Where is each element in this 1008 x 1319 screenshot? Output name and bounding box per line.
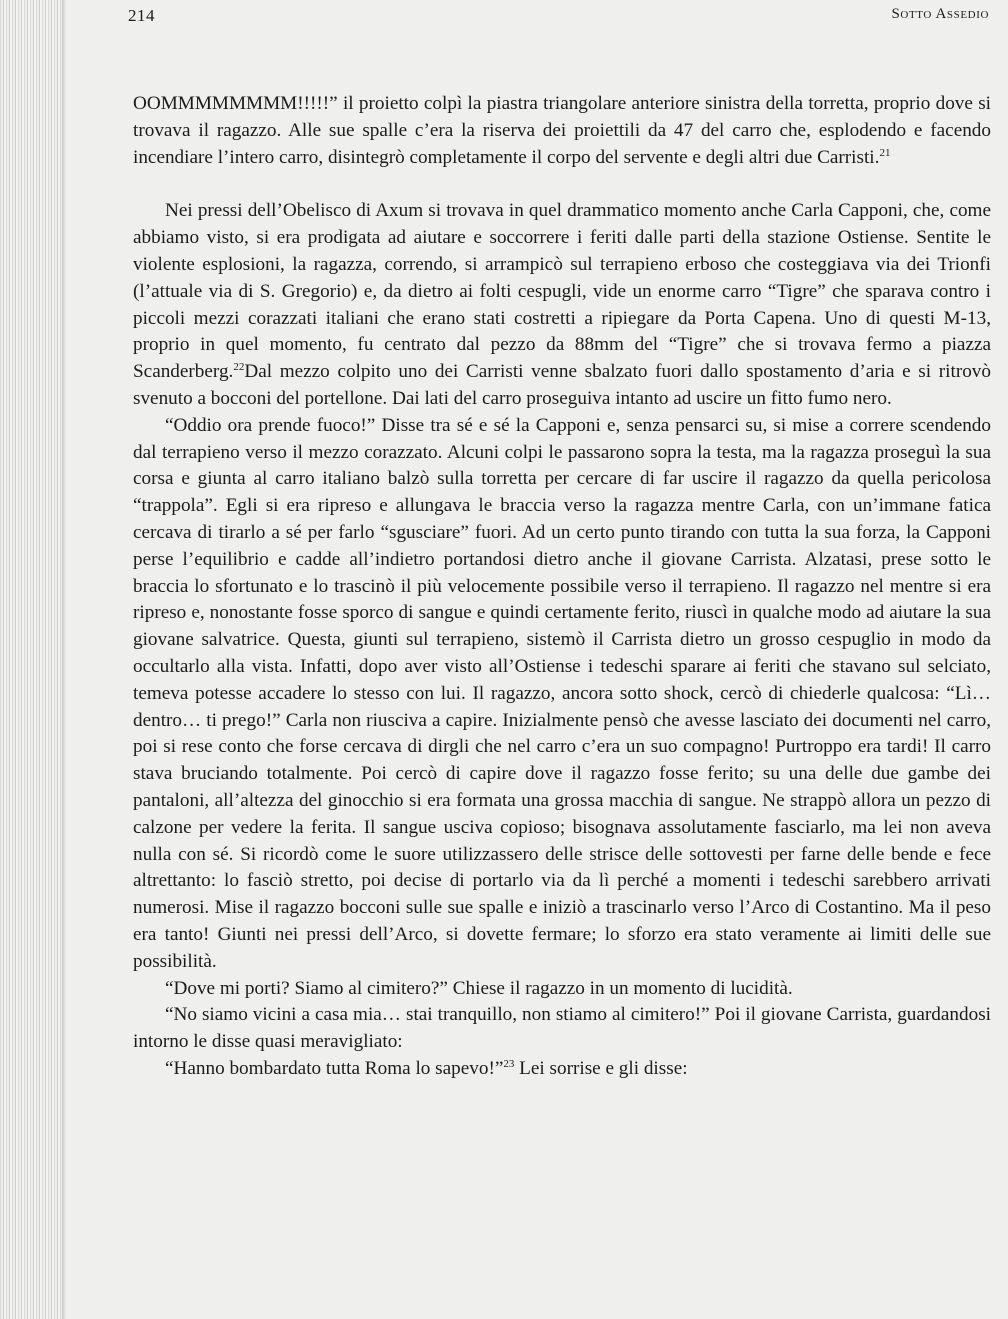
paragraph-4 <box>133 976 991 1003</box>
binding-gutter <box>0 0 62 1319</box>
body-text <box>133 91 991 1083</box>
paragraph-1 <box>133 91 991 171</box>
paragraph-2 <box>133 198 991 412</box>
paragraph-text: “No siamo vicini a casa mia… stai tranquillo, non stiamo al cimitero!” Poi il giovane Carrista, guardandosi intorno le disse quasi meravigliato: <box>133 1004 991 1053</box>
page-number: 214 <box>128 6 155 25</box>
paragraph-text: “Hanno bombardato tutta Roma lo sapevo!” <box>165 1057 504 1079</box>
footnote-ref: 23 <box>503 1057 515 1070</box>
footnote-ref: 21 <box>879 146 891 159</box>
gutter-shadow <box>62 0 66 1319</box>
paragraph-text: “Dove mi porti? Siamo al cimitero?” Chiese il ragazzo in un momento di lucidità. <box>165 977 793 999</box>
paragraph-text: Lei sorrise e gli disse: <box>514 1057 688 1079</box>
paragraph-text: Dal mezzo colpito uno dei Carristi venne sbalzato fuori dallo spostamento d’aria e si ritrovò svenuto a bocconi del portellone. Dai lati del carro proseguiva intanto ad uscire un fitto fumo nero. <box>133 361 991 409</box>
footnote-ref: 22 <box>233 361 245 374</box>
paragraph-6 <box>133 1056 991 1083</box>
paragraph-text: Nei pressi dell’Obelisco di Axum si trovava in quel drammatico momento anche Carla Capponi, che, come abbiamo visto, si era prodigata ad aiutare e soccorrere i feriti dalle parti della stazione Ostiense. Sentite le violente esplosioni, la ragazza, correndo, si arrampicò sul terrapieno erboso che costeggiava via dei Trionfi (l’attuale via di S. Gregorio) e, da dietro ai folti cespugli, vide un enorme carro “Tigre” che sparava contro i piccoli mezzi corazzati italiani che erano stati costretti a ripiegare da Porta Capena. Uno di questi M-13, proprio in quel momento, fu centrato dal pezzo da 88mm del “Tigre” che si trovava fermo a piazza Scanderberg. <box>133 200 991 383</box>
running-title: Sotto Assedio <box>891 6 989 22</box>
paragraph-text: “Oddio ora prende fuoco!” Disse tra sé e sé la Capponi e, senza pensarci su, si mise a correre scendendo dal terrapieno verso il mezzo corazzato. Alcuni colpi le passarono sopra la testa, ma la ragazza proseguì la sua corsa e giunta al carro italiano balzò sulla torretta per cercare di far uscire il ragazzo da quella pericolosa “trappola”. Egli si era ripreso e allungava le braccia verso la ragazza mentre Carla, con un’immane fatica cercava di tirarlo a sé per farlo “sgusciare” fuori. Ad un certo punto tirando con tutta la sua forza, la Capponi perse l’equilibrio e cadde all’indietro portandosi dietro anche il giovane Carrista. Alzatasi, prese sotto le braccia lo sfortunato e lo trascinò il più velocemente possibile verso il terrapieno. Il ragazzo nel mentre si era ripreso e, nonostante fosse sporco di sangue e quindi certamente ferito, riuscì in qualche modo ad aiutare la sua giovane salvatrice. Questa, giunti sul terrapieno, sistemò il Carrista dietro un grosso cespuglio in modo da occultarlo alla vista. Infatti, dopo aver visto all’Ostiense i tedeschi sparare ai feriti che stavano sul selciato, temeva potesse accadere lo stesso con lui. Il ragazzo, ancora sotto shock, cercò di chiederle qualcosa: “Lì… dentro… ti prego!” Carla non riusciva a capire. Inizialmente pensò che avesse lasciato dei documenti nel carro, poi si rese conto che forse cercava di dirgli che nel carro c’era un suo compagno! Purtroppo era tardi! Il carro stava bruciando totalmente. Poi cercò di capire dove il ragazzo fosse ferito; su una delle due gambe dei pantaloni, all’altezza del ginocchio si era formata una grossa macchia di sangue. Ne strappò allora un pezzo di calzone per vedere la ferita. Il sangue usciva copioso; bisognava assolutamente fasciarlo, ma lei non aveva nulla con sé. Si ricordò come le suore utilizzassero delle strisce delle sottovesti per farne delle bende e fece altrettanto: lo fasciò stretto, poi decise di portarlo via da lì perché a momenti i tedeschi sarebbero arrivati numerosi. Mise il ragazzo bocconi sulle sue spalle e iniziò a trascinarlo verso l’Arco di Costantino. Ma il peso era tanto! Giunti nei pressi dell’Arco, si dovette fermare; lo sforzo era stato veramente ai limiti delle sue possibilità. <box>133 414 991 972</box>
paragraph-3 <box>133 413 991 976</box>
paragraph-text: OOMMMMMMMM!!!!!” il proietto colpì la piastra triangolare anteriore sinistra della torretta, proprio dove si trovava il ragazzo. Alle sue spalle c’era la riserva dei proiettili da 47 del carro che, esplodendo e facendo incendiare l’intero carro, disintegrò completamente il corpo del servente e degli altri due Carristi. <box>133 93 991 168</box>
paragraph-5 <box>133 1002 991 1056</box>
